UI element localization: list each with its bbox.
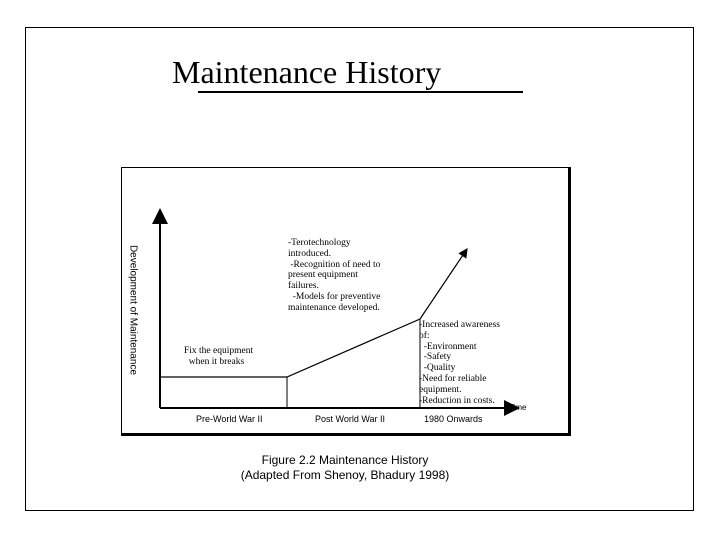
- era-label-post-war: Post World War II: [315, 414, 386, 424]
- slide-title: Maintenance History: [172, 54, 442, 90]
- era-label-pre-war: Pre-World War II: [196, 414, 263, 424]
- figure-caption-line-2: (Adapted From Shenoy, Bhadury 1998): [240, 468, 450, 482]
- x-axis-label: Time: [509, 403, 527, 412]
- note-post-war: -Terotechnology introduced. -Recognition of need to present equipment failures. -Models for preventive maintenance developed.: [288, 238, 381, 313]
- note-pre-war: Fix the equipment when it breaks: [184, 346, 254, 367]
- figure-caption-line-1: Figure 2.2 Maintenance History: [261, 453, 429, 467]
- era-label-1980-onwards: 1980 Onwards: [424, 414, 483, 424]
- y-axis-label: Development of Maintenance: [127, 244, 139, 376]
- note-1980-onwards: -Increased awareness of: -Environment -Safety -Quality -Need for reliable equipment. -Reduction in costs.: [419, 320, 500, 406]
